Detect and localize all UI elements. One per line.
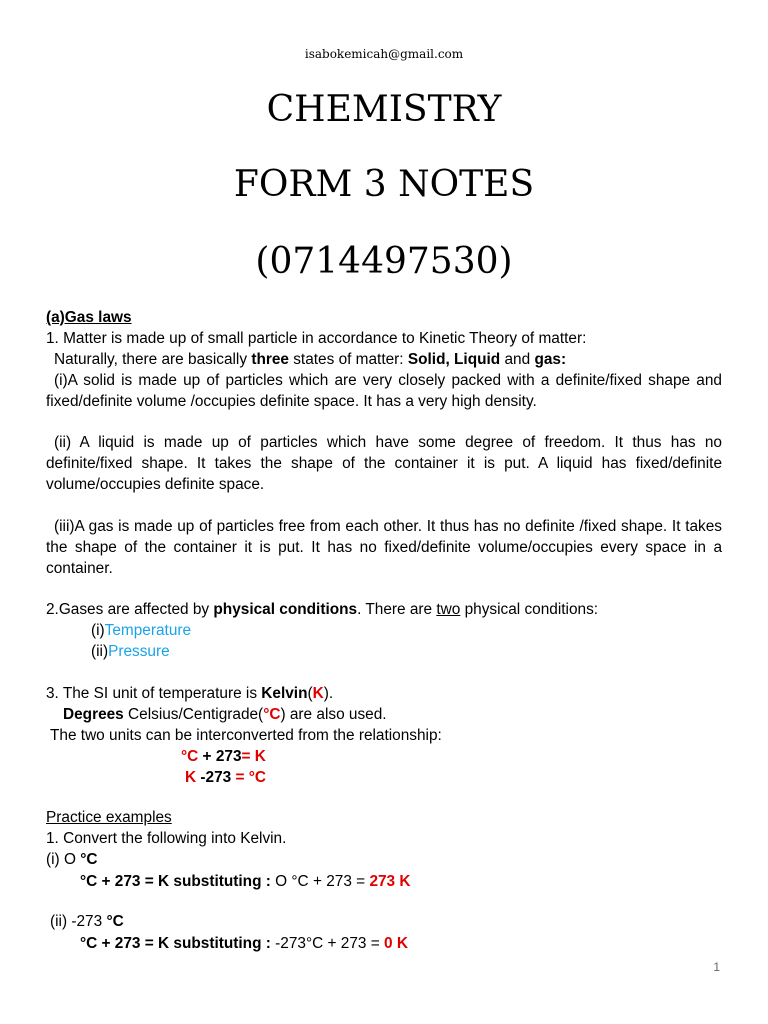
gas-laws-heading: (a)Gas laws [46, 309, 132, 326]
three-bold: three [251, 351, 289, 368]
example-1-label: (i) O °C [46, 851, 98, 868]
physical-conditions-bold: physical conditions [213, 601, 358, 618]
si-unit-line: 3. The SI unit of temperature is Kelvin(K). [46, 685, 334, 702]
example-2-answer: 0 K [383, 935, 408, 952]
gas-bold: gas: [534, 351, 567, 368]
two-underlined: two [436, 601, 461, 618]
degrees-bold: Degrees [63, 706, 124, 723]
liquid-paragraph: (ii) A liquid is made up of particles which have some degree of freedom. It thus has no definite/fixed shape. It takes the shape of the container it is put. A liquid has fixed/definite volume/occupies definite space. [46, 434, 722, 493]
gas-paragraph: (iii)A gas is made up of particles free from each other. It thus has no definite /fixed shape. It takes the shape of the container it is put. It has no fixed/definite volume/occupies every space in a container. [46, 518, 722, 577]
practice-heading: Practice examples [46, 809, 172, 826]
pressure-text: Pressure [108, 643, 170, 660]
paragraph-1: 1. Matter is made up of small particle in accordance to Kinetic Theory of matter: [46, 330, 587, 347]
degrees-line: Degrees Celsius/Centigrade(°C) are also used. [63, 706, 387, 723]
example-1-working: °C + 273 = K substituting : O °C + 273 = 273 K [80, 873, 411, 890]
condition-temperature: (i)Temperature [91, 622, 192, 639]
title-line-3: (0714497530) [255, 241, 513, 282]
title-line-2: FORM 3 NOTES [233, 164, 535, 205]
solid-paragraph: (i)A solid is made up of particles which are very closely packed with a definite/fixed shape and fixed/definite volume /occupies definite space. It has a very high density. [46, 372, 722, 410]
title-line-1: CHEMISTRY [266, 89, 502, 130]
author-email: isabokemicah@gmail.com [304, 47, 464, 61]
example-1-answer: 273 K [369, 873, 411, 890]
temperature-text: Temperature [104, 622, 192, 639]
kelvin-symbol: K [312, 685, 324, 702]
celsius-symbol: °C [263, 706, 281, 723]
section-heading [46, 308, 132, 329]
relationship-2: K -273 = °C [185, 769, 267, 786]
condition-pressure: (ii)Pressure [91, 643, 170, 660]
paragraph-2: Naturally, there are basically three states of matter: Solid, Liquid and gas: [54, 351, 567, 368]
relationship-1: °C + 273= K [181, 748, 266, 765]
solid-liquid-bold: Solid, Liquid [407, 351, 501, 368]
paragraph-3: 2.Gases are affected by physical conditions. There are two physical conditions: [46, 601, 599, 618]
interconvert-line: The two units can be interconverted from the relationship: [50, 727, 442, 744]
kelvin-bold: Kelvin [261, 685, 308, 702]
practice-question: 1. Convert the following into Kelvin. [46, 830, 287, 847]
page-number: 1 [713, 960, 720, 974]
example-2-label: (ii) -273 °C [50, 913, 124, 930]
example-2-working: °C + 273 = K substituting : -273°C + 273 = 0 K [80, 935, 408, 952]
